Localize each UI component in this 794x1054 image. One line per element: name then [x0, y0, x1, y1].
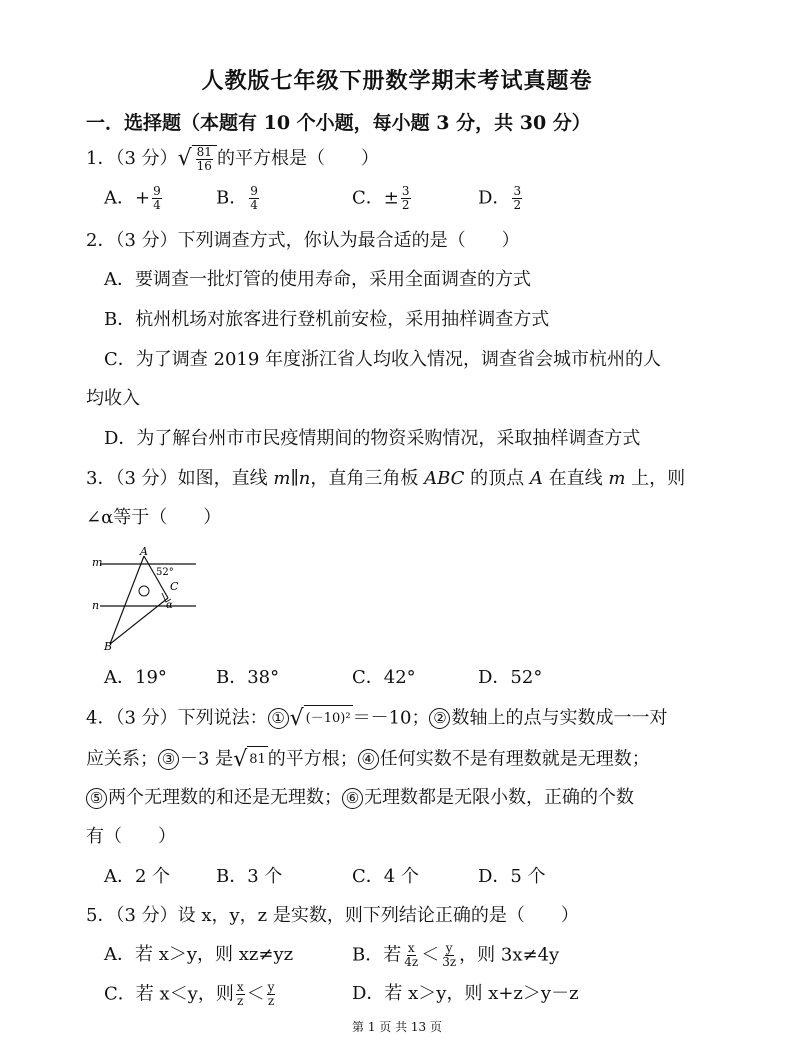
- option-label: D．: [478, 187, 511, 209]
- text: 上，则: [625, 468, 686, 489]
- question-4-line-2: [86, 746, 650, 773]
- fraction-denominator: 3z: [442, 955, 457, 969]
- fraction-numerator: 3: [401, 184, 410, 198]
- text: C．若 x＜y，则: [104, 983, 234, 1005]
- page-title: 人教版七年级下册数学期末考试真题卷: [201, 68, 593, 94]
- fraction-denominator: 4: [250, 198, 258, 212]
- fraction-numerator: y: [267, 980, 275, 994]
- text: 无理数都是无限小数，正确的个数: [364, 787, 634, 808]
- text: 4．（3 分）下列说法：: [86, 707, 268, 729]
- option-label: C．: [352, 187, 384, 209]
- question-4-line-1: [86, 705, 667, 732]
- fraction: [403, 942, 419, 969]
- fraction-numerator: 3: [513, 184, 522, 198]
- var-n: n: [298, 468, 311, 489]
- fraction: [267, 981, 276, 1008]
- circled-number: ④: [358, 749, 379, 770]
- label-m: m: [92, 556, 103, 569]
- angle-52-label: 52°: [156, 567, 174, 578]
- question-2-option-c-continued: 均收入: [86, 388, 140, 409]
- var-a: A: [529, 468, 543, 489]
- fraction: [401, 185, 411, 212]
- sign: ±: [383, 187, 399, 209]
- fraction-numerator: 81: [196, 145, 212, 159]
- less-than: ＜: [246, 983, 265, 1005]
- fraction-denominator: z: [267, 994, 275, 1008]
- label-a: A: [140, 546, 148, 558]
- radicand: 81: [247, 746, 268, 773]
- less-than: ＜: [421, 944, 440, 966]
- text: 的顶点: [464, 468, 530, 489]
- var-abc: ABC: [424, 468, 465, 489]
- text: 3．（3 分）如图，直线: [86, 468, 274, 489]
- fraction-denominator: 2: [401, 198, 410, 212]
- question-4-line-3: [86, 785, 634, 811]
- page-footer: 第 1 页 共 13 页: [352, 1020, 442, 1034]
- question-3-stem: [86, 466, 685, 492]
- text: 数轴上的点与实数成一一对: [451, 707, 668, 729]
- option-a[interactable]: A．若 x＞y，则 xz≠yz: [104, 944, 294, 965]
- option-label: A．: [104, 187, 135, 209]
- label-c: C: [170, 580, 179, 593]
- question-3-stem-continued: ∠α等于（ ）: [86, 507, 222, 528]
- radical: √ (－10)²: [289, 705, 351, 731]
- fraction-denominator: 4: [153, 198, 161, 212]
- question-2-option-b[interactable]: B．杭州机场对旅客进行登机前安检，采用抽样调查方式: [104, 309, 550, 330]
- parallel-symbol: ∥: [290, 468, 299, 489]
- option-d[interactable]: D．52°: [478, 667, 543, 688]
- question-2-option-d[interactable]: D．为了解台州市市民疫情期间的物资采购情况，采取抽样调查方式: [104, 428, 641, 449]
- option-label: B．: [216, 187, 248, 209]
- var-m: m: [273, 468, 291, 489]
- radicand: (－10)²: [304, 705, 353, 732]
- fraction: [152, 185, 162, 212]
- text: 应关系；: [86, 748, 158, 770]
- option-b[interactable]: B．3 个: [216, 866, 283, 887]
- question-2-option-c[interactable]: C．为了调查 2019 年度浙江省人均收入情况，调查省会城市杭州的人: [104, 349, 662, 370]
- question-4-line-4: 有（ ）: [86, 826, 176, 847]
- text: 的平方根；: [267, 748, 358, 770]
- option-c[interactable]: C．42°: [352, 667, 416, 688]
- fraction-numerator: 9: [250, 184, 258, 198]
- option-b[interactable]: [216, 185, 261, 212]
- fraction: [441, 942, 457, 969]
- circled-number: ②: [429, 708, 450, 729]
- fraction-denominator: 16: [196, 159, 212, 173]
- radical: √ $\frac{81}{16}$: [178, 145, 217, 173]
- var-m: m: [608, 468, 626, 489]
- circled-number: ①: [268, 708, 289, 729]
- option-a[interactable]: [104, 185, 164, 212]
- question-5-stem: 5．（3 分）设 x，y，z 是实数，则下列结论正确的是（ ）: [86, 905, 579, 926]
- option-c[interactable]: [104, 981, 277, 1008]
- question-1-number: 1．（3 分）: [86, 148, 178, 169]
- circled-number: ③: [158, 749, 179, 770]
- label-b: B: [104, 640, 113, 652]
- option-a[interactable]: A．2 个: [104, 866, 171, 887]
- option-b[interactable]: [352, 942, 559, 969]
- text: 在直线: [542, 468, 609, 489]
- option-a[interactable]: A．19°: [104, 667, 167, 688]
- fraction-denominator: 2: [513, 198, 522, 212]
- option-d[interactable]: [478, 185, 524, 212]
- fraction-numerator: x: [236, 980, 244, 994]
- text: ，直角三角板: [310, 468, 425, 489]
- fraction-denominator: 4z: [404, 955, 419, 969]
- option-d[interactable]: D．若 x＞y，则 x+z＞y－z: [352, 983, 579, 1004]
- option-b[interactable]: B．38°: [216, 667, 280, 688]
- triangle-hole: [139, 586, 149, 596]
- text: 两个无理数的和还是无理数；: [108, 787, 342, 808]
- text: 任何实数不是有理数就是无理数；: [379, 748, 650, 770]
- label-n: n: [92, 599, 100, 612]
- text: －3 是: [180, 748, 234, 770]
- question-3-figure: [90, 546, 200, 652]
- fraction: [512, 185, 522, 212]
- circled-number: ⑤: [86, 788, 107, 809]
- text: ，则 3x≠4y: [459, 944, 560, 966]
- text: ＝－10；: [352, 707, 430, 729]
- text: B．若: [352, 944, 402, 966]
- fraction-numerator: x: [407, 941, 415, 955]
- sign: +: [135, 187, 151, 209]
- option-c[interactable]: C．4 个: [352, 866, 419, 887]
- alpha-label: α: [166, 600, 173, 611]
- option-d[interactable]: D．5 个: [478, 866, 546, 887]
- section-heading: 一．选择题（本题有 10 个小题，每小题 3 分，共 30 分）: [86, 112, 591, 134]
- question-1-stem: [86, 145, 379, 173]
- fraction: [249, 185, 259, 212]
- question-1-tail: 的平方根是（ ）: [216, 148, 379, 169]
- fraction-numerator: 9: [153, 184, 161, 198]
- question-2-option-a[interactable]: A．要调查一批灯管的使用寿命，采用全面调查的方式: [104, 269, 531, 290]
- fraction-numerator: y: [445, 941, 453, 955]
- circled-number: ⑥: [342, 788, 363, 809]
- fraction: [236, 981, 245, 1008]
- option-c[interactable]: [352, 185, 413, 212]
- radical: √ 81: [233, 746, 266, 772]
- fraction-denominator: z: [237, 994, 244, 1008]
- question-2-stem: 2．（3 分）下列调查方式，你认为最合适的是（ ）: [86, 230, 520, 251]
